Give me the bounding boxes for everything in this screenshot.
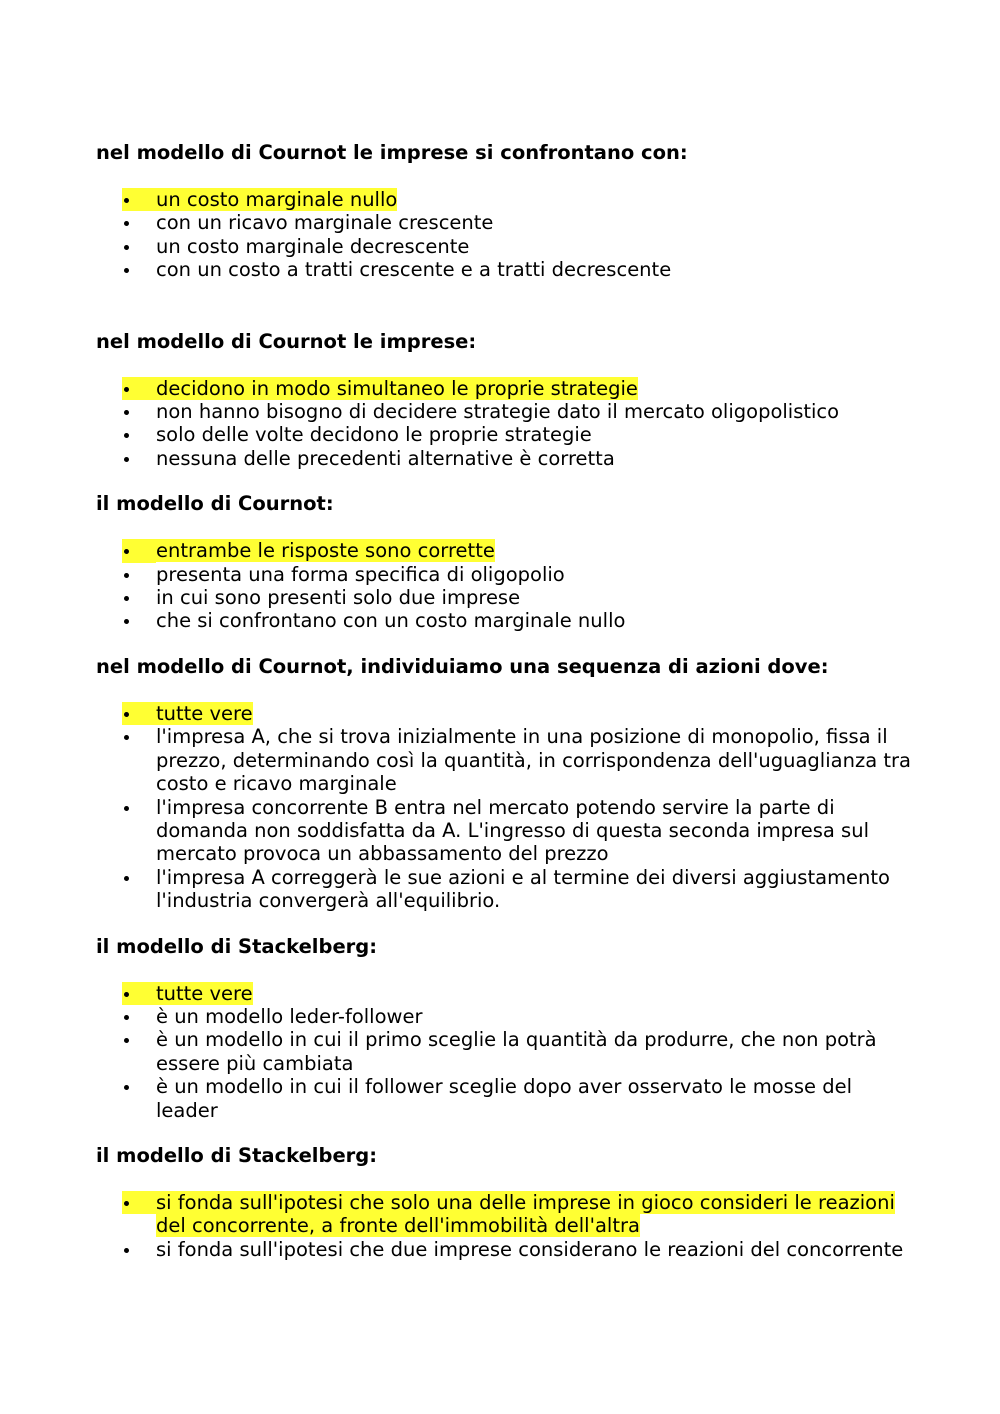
bullet-icon [122, 702, 156, 725]
bullet-icon [122, 377, 156, 400]
answer [96, 866, 916, 913]
answer-correct [96, 188, 916, 211]
answer [96, 447, 916, 470]
bullet-icon [124, 866, 136, 889]
answer-text: tutte vere [156, 981, 253, 1005]
answer-text: si fonda sull'ipotesi che solo una delle imprese in gioco consideri le reazioni del concorrente, a fronte dell'immobilità dell'altra [156, 1190, 895, 1238]
answer-text: che si confrontano con un costo marginale nullo [156, 609, 626, 633]
answer-text: l'impresa A correggerà le sue azioni e al termine dei diversi aggiustamento l'industria convergerà all'equilibrio. [156, 865, 890, 913]
document-page [96, 141, 916, 1261]
bullet-icon [124, 563, 136, 586]
bullet-icon [124, 1028, 136, 1051]
bullet-icon [124, 423, 136, 446]
answer [96, 796, 916, 866]
question-3 [96, 492, 916, 633]
answer-text: un costo marginale nullo [156, 188, 398, 211]
answer-text: decidono in modo simultaneo le proprie strategie [156, 376, 638, 400]
answer [96, 258, 916, 281]
answer-text: tutte vere [156, 701, 253, 725]
answer-text: con un costo a tratti crescente e a tratti decrescente [156, 258, 672, 282]
bullet-icon [124, 725, 136, 748]
answer [96, 563, 916, 586]
bullet-icon [122, 1191, 156, 1214]
answer-text: è un modello leder-follower [156, 1004, 423, 1028]
answer [96, 1075, 916, 1122]
bullet-icon [124, 1075, 136, 1098]
answer-correct [96, 377, 916, 400]
answer [96, 235, 916, 258]
answer-list [96, 539, 916, 633]
answer [96, 586, 916, 609]
answer [96, 400, 916, 423]
answer-list [96, 982, 916, 1122]
bullet-icon [122, 188, 156, 211]
question-title: nel modello di Cournot le imprese: [96, 329, 477, 353]
answer [96, 609, 916, 632]
question-title: nel modello di Cournot le imprese si confrontano con: [96, 141, 688, 164]
answer-correct [96, 539, 916, 562]
question-title: nel modello di Cournot, individuiamo una sequenza di azioni dove: [96, 654, 829, 678]
answer-text: con un ricavo marginale crescente [156, 211, 494, 235]
answer-text: l'impresa A, che si trova inizialmente in una posizione di monopolio, fissa il prezzo, determinando così la quantità, in corrispondenza dell'uguaglianza tra costo e ricavo marginale [156, 725, 911, 796]
bullet-icon [124, 796, 136, 819]
bullet-icon [124, 1238, 136, 1261]
answer [96, 1028, 916, 1075]
answer-text: l'impresa concorrente B entra nel mercato potendo servire la parte di domanda non soddisfatta da A. L'ingresso di questa seconda impresa sul mercato provoca un abbassamento del prezzo [156, 795, 869, 866]
answer-text: entrambe le risposte sono corrette [156, 539, 495, 563]
answer-list [96, 1191, 916, 1261]
bullet-icon [124, 1005, 136, 1028]
answer [96, 423, 916, 446]
answer-text: è un modello in cui il primo sceglie la quantità da produrre, che non potrà essere più cambiata [156, 1028, 877, 1075]
question-1 [96, 141, 916, 282]
answer-correct [96, 982, 916, 1005]
question-title: il modello di Stackelberg: [96, 1143, 378, 1167]
answer-correct [96, 1191, 916, 1238]
question-5 [96, 935, 916, 1122]
bullet-icon [124, 211, 136, 234]
question-title: il modello di Cournot: [96, 492, 334, 516]
answer-list [96, 702, 916, 913]
answer-text: un costo marginale decrescente [156, 234, 470, 258]
bullet-icon [124, 447, 136, 470]
answer-text: nessuna delle precedenti alternative è corretta [156, 446, 615, 470]
answer-list [96, 377, 916, 471]
bullet-icon [124, 586, 136, 609]
bullet-icon [124, 258, 136, 281]
answer [96, 725, 916, 795]
bullet-icon [124, 609, 136, 632]
answer-text: è un modello in cui il follower sceglie dopo aver osservato le mosse del leader [156, 1075, 852, 1122]
answer-list [96, 188, 916, 282]
question-2 [96, 330, 916, 471]
answer-text: presenta una forma specifica di oligopolio [156, 562, 565, 586]
question-6 [96, 1144, 916, 1261]
question-4 [96, 655, 916, 913]
answer [96, 211, 916, 234]
bullet-icon [124, 235, 136, 258]
bullet-icon [122, 982, 156, 1005]
answer [96, 1238, 916, 1261]
bullet-icon [124, 400, 136, 423]
question-title: il modello di Stackelberg: [96, 934, 378, 958]
bullet-icon [122, 539, 156, 562]
answer-text: si fonda sull'ipotesi che due imprese considerano le reazioni del concorrente [156, 1237, 904, 1261]
answer [96, 1005, 916, 1028]
answer-text: in cui sono presenti solo due imprese [156, 586, 521, 610]
answer-text: non hanno bisogno di decidere strategie dato il mercato oligopolistico [156, 400, 840, 424]
answer-text: solo delle volte decidono le proprie strategie [156, 423, 592, 447]
answer-correct [96, 702, 916, 725]
